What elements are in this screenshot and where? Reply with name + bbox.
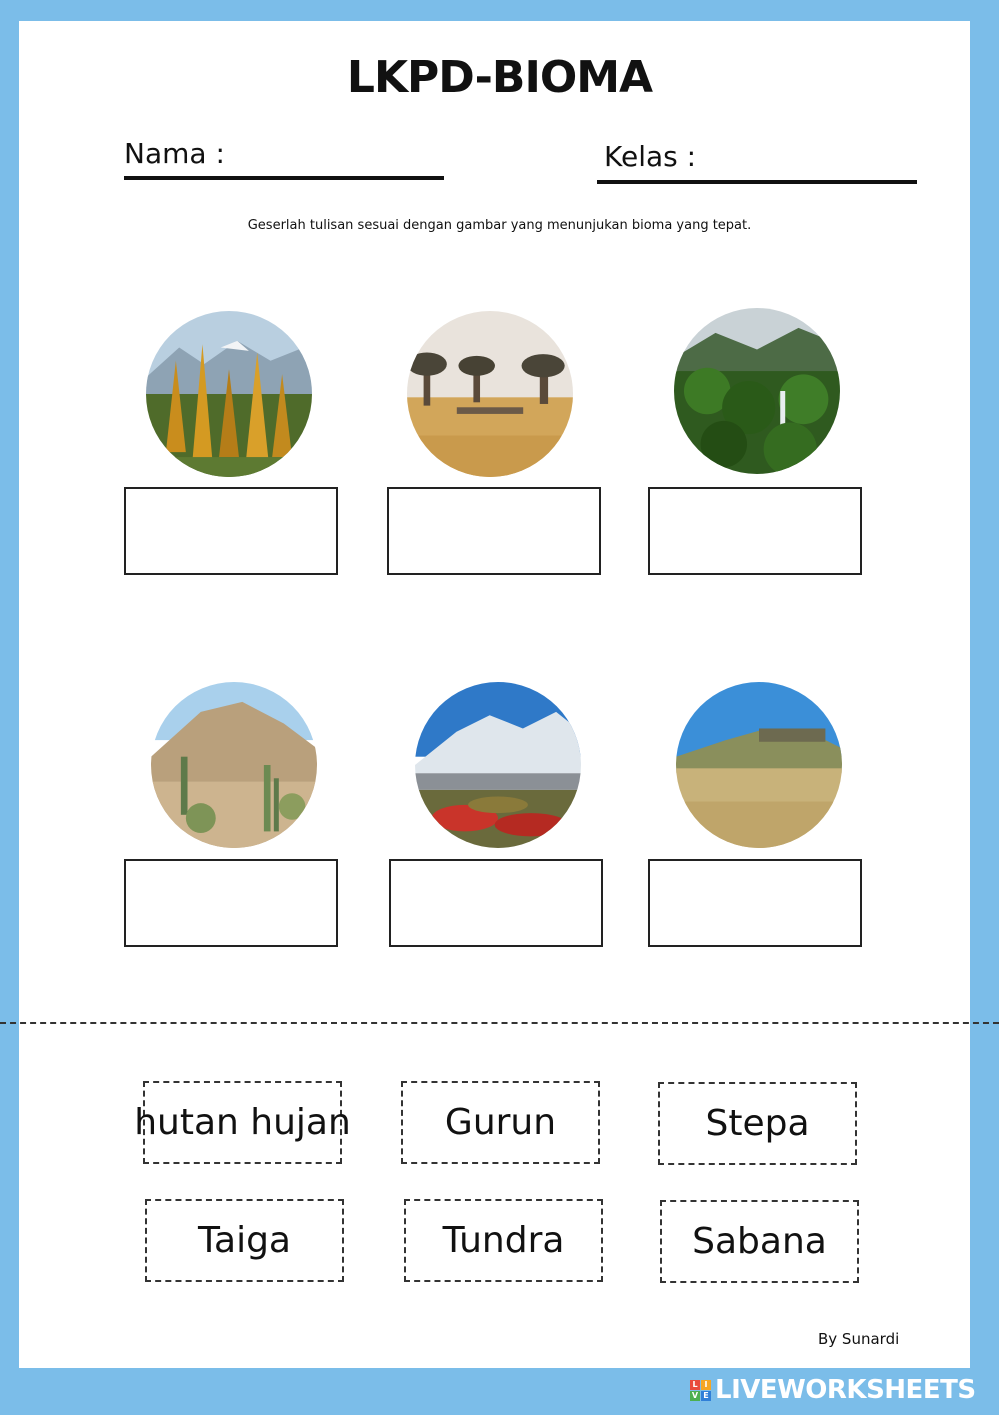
name-line (124, 176, 444, 180)
word-card-hutan-hujan[interactable]: hutan hujan (143, 1081, 342, 1164)
brand-name: LIVEWORKSHEETS (715, 1375, 976, 1405)
logo-letter: L (690, 1380, 700, 1390)
logo-letter: E (701, 1391, 711, 1401)
desert-photo (151, 682, 317, 848)
word-card-gurun[interactable]: Gurun (401, 1081, 600, 1164)
answer-box-3[interactable] (648, 487, 862, 575)
word-card-stepa[interactable]: Stepa (658, 1082, 857, 1165)
taiga-photo (146, 311, 312, 477)
class-label: Kelas : (604, 140, 697, 173)
name-label: Nama : (124, 137, 225, 170)
answer-box-6[interactable] (648, 859, 862, 947)
word-card-tundra[interactable]: Tundra (404, 1199, 603, 1282)
answer-box-4[interactable] (124, 859, 338, 947)
answer-box-5[interactable] (389, 859, 603, 947)
answer-box-2[interactable] (387, 487, 601, 575)
author-credit: By Sunardi (818, 1330, 900, 1348)
answer-box-1[interactable] (124, 487, 338, 575)
word-card-taiga[interactable]: Taiga (145, 1199, 344, 1282)
tundra-photo (415, 682, 581, 848)
liveworksheets-brand[interactable] (690, 1374, 976, 1406)
cut-line (0, 1022, 999, 1024)
class-line (597, 180, 917, 184)
word-card-sabana[interactable]: Sabana (660, 1200, 859, 1283)
liveworksheets-logo-icon (690, 1380, 711, 1401)
rainforest-photo (674, 308, 840, 474)
instruction-text: Geserlah tulisan sesuai dengan gambar yang menunjukan bioma yang tepat. (247, 218, 752, 233)
steppe-photo (676, 682, 842, 848)
logo-letter: I (701, 1380, 711, 1390)
savanna-photo (407, 311, 573, 477)
logo-letter: V (691, 1390, 699, 1400)
page-title: LKPD-BIOMA (346, 52, 653, 103)
